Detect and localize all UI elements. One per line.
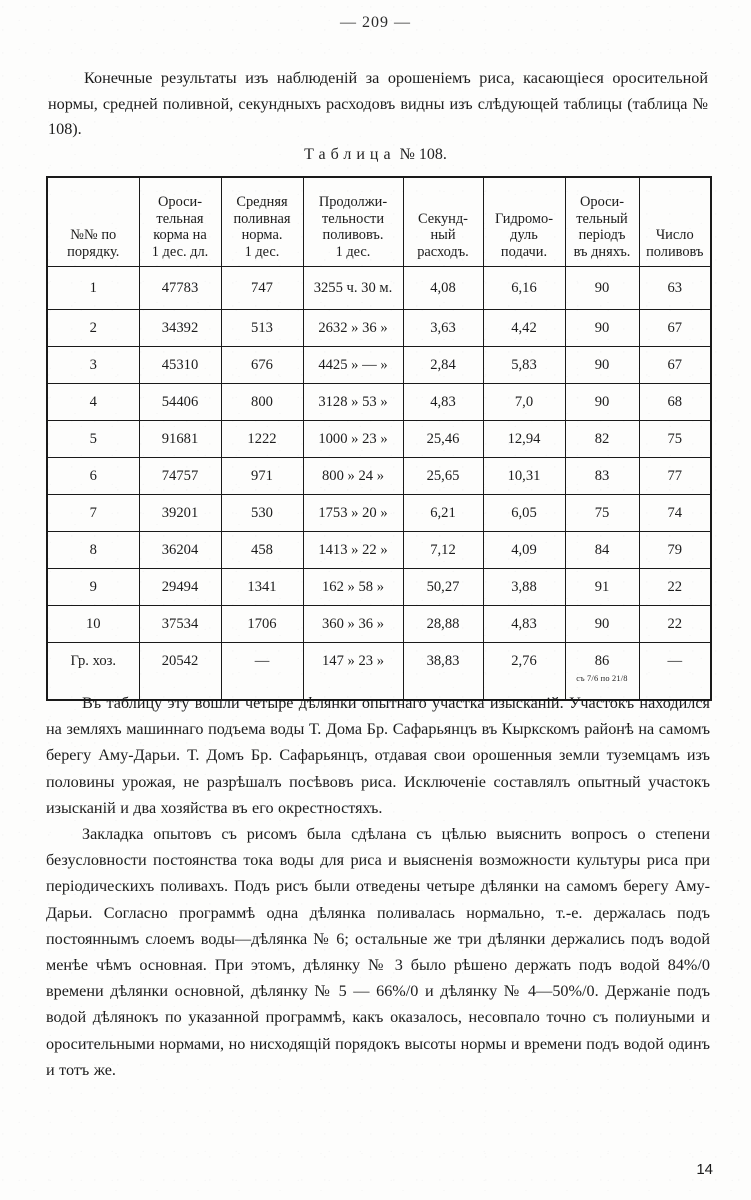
cell-irrigation-period: 90: [565, 384, 639, 421]
cell-hydromodule: 6,05: [483, 495, 565, 532]
paragraph-3: Закладка опытовъ съ рисомъ была сдѣлана съ цѣлью выяснить вопросъ о степени безусловности постоянства тока воды для риса и выясненія возможности культуры риса при періодическихъ поливахъ. Подъ рисъ были отведены четыре дѣлянки на самомъ берегу Аму-Дарьи. Согласно программѣ одна дѣлянка поливалась нормально, т.-е. держалась подъ постояннымъ слоемъ воды—дѣлянка № 6; остальные же три дѣлянки держались подъ водой менѣе чѣмъ основная. При этомъ, дѣлянку № 3 было рѣшено держать подъ водой 84%/0 времени дѣлянки основной, дѣлянку № 5 — 66%/0 и дѣлянку № 4—50%/0. Держаніе подъ водой дѣлянокъ по указанной программѣ, какъ оказалось, несовпало точно съ полиуными и оросительными нормами, но нисходящій порядокъ высоты нормы и времени подъ водой одинъ и тотъ же.: [46, 825, 710, 1079]
cell-second-discharge: 2,84: [403, 347, 483, 384]
cell-second-discharge: 4,08: [403, 267, 483, 310]
cell-hydromodule: 2,76: [483, 643, 565, 701]
cell-watering-count: —: [639, 643, 711, 701]
header-line: тельности: [321, 210, 385, 227]
cell-watering-count: 67: [639, 310, 711, 347]
cell-irrigation-period: 90: [565, 267, 639, 310]
cell-average-norm: 513: [221, 310, 303, 347]
header-line: 1 дес.: [244, 243, 280, 260]
cell-irrigation-norm: 91681: [139, 421, 221, 458]
cell-watering-count: 67: [639, 347, 711, 384]
cell-average-norm: 1222: [221, 421, 303, 458]
cell-hydromodule: 7,0: [483, 384, 565, 421]
cell-hydromodule: 6,16: [483, 267, 565, 310]
header-line: №№ по: [70, 227, 117, 243]
table-row: [47, 421, 711, 458]
cell-second-discharge: 3,63: [403, 310, 483, 347]
cell-second-discharge: 25,46: [403, 421, 483, 458]
col-header-second-discharge: [403, 177, 483, 267]
cell-average-norm: 676: [221, 347, 303, 384]
cell-irrigation-period: 84: [565, 532, 639, 569]
cell-irrigation-period: 90: [565, 606, 639, 643]
cell-average-norm: 458: [221, 532, 303, 569]
cell-watering-count: 68: [639, 384, 711, 421]
cell-irrigation-period: 83: [565, 458, 639, 495]
col-header-order: [47, 177, 139, 267]
cell-second-discharge: 25,65: [403, 458, 483, 495]
cell-irrigation-norm: 39201: [139, 495, 221, 532]
col-header-average-watering-norm: [221, 177, 303, 267]
header-line: Гидромо-: [494, 210, 553, 227]
cell-hydromodule: 12,94: [483, 421, 565, 458]
cell-average-norm: 971: [221, 458, 303, 495]
cell-duration: 162 » 58 »: [303, 569, 403, 606]
cell-watering-count: 74: [639, 495, 711, 532]
header-line: 1 дес. дл.: [151, 243, 209, 260]
header-line: Число: [655, 227, 694, 243]
cell-duration: 1753 » 20 »: [303, 495, 403, 532]
cell-second-discharge: 6,21: [403, 495, 483, 532]
header-line: Продолжи-: [318, 194, 388, 210]
signature-mark: 14: [696, 1161, 713, 1178]
table-row: [47, 532, 711, 569]
cell-irrigation-norm: 45310: [139, 347, 221, 384]
cell-irrigation-norm: 74757: [139, 458, 221, 495]
cell-order: 8: [47, 532, 139, 569]
header-line: дуль: [510, 227, 538, 243]
cell-hydromodule: 3,88: [483, 569, 565, 606]
col-header-watering-duration: [303, 177, 403, 267]
intro-paragraph: Конечные результаты изъ наблюденій за орошеніемъ риса, касающіеся оросительной нормы, средней поливной, секундныхъ расходовъ видны изъ слѣдующей таблицы (таблица № 108).: [48, 69, 708, 138]
cell-watering-count: 75: [639, 421, 711, 458]
header-line: Ороси-: [157, 194, 203, 210]
cell-second-discharge: 50,27: [403, 569, 483, 606]
cell-watering-count: 22: [639, 569, 711, 606]
table-row: [47, 458, 711, 495]
table-row: [47, 384, 711, 421]
cell-order: 4: [47, 384, 139, 421]
cell-order: Гр. хоз.: [47, 643, 139, 701]
cell-average-norm: —: [221, 643, 303, 701]
cell-hydromodule: 4,83: [483, 606, 565, 643]
table-caption-word: Таблица: [304, 146, 396, 163]
header-line: Ороси-: [579, 194, 625, 210]
cell-duration: 4425 » — »: [303, 347, 403, 384]
table-row: [47, 569, 711, 606]
cell-watering-count: 63: [639, 267, 711, 310]
body-text-block: [46, 690, 710, 1083]
table-body: [47, 267, 711, 701]
cell-duration: 800 » 24 »: [303, 458, 403, 495]
table-row: [47, 267, 711, 310]
col-header-irrigation-norm: [139, 177, 221, 267]
table-row: [47, 310, 711, 347]
cell-duration: 1413 » 22 »: [303, 532, 403, 569]
cell-irrigation-norm: 20542: [139, 643, 221, 701]
col-header-irrigation-period: [565, 177, 639, 267]
cell-duration: 1000 » 23 »: [303, 421, 403, 458]
header-line: Средняя: [236, 194, 288, 210]
cell-second-discharge: 4,83: [403, 384, 483, 421]
header-line: корма на: [153, 227, 207, 243]
header-line: ный: [430, 227, 456, 243]
cell-hydromodule: 4,09: [483, 532, 565, 569]
irrigation-period-note: съ 7/6 по 21/8: [576, 674, 628, 683]
cell-irrigation-norm: 54406: [139, 384, 221, 421]
cell-order: 9: [47, 569, 139, 606]
header-line: норма.: [241, 227, 283, 243]
table-108-container: [46, 176, 710, 701]
header-line: поливная: [233, 210, 291, 227]
table-row: [47, 606, 711, 643]
header-line: подачи.: [500, 243, 548, 260]
header-line: поливовъ: [646, 243, 704, 260]
header-line: тельный: [576, 210, 628, 227]
cell-duration: 147 » 23 »: [303, 643, 403, 701]
cell-average-norm: 747: [221, 267, 303, 310]
cell-duration: 3255 ч. 30 м.: [303, 267, 403, 310]
cell-order: 3: [47, 347, 139, 384]
cell-order: 6: [47, 458, 139, 495]
cell-order: 7: [47, 495, 139, 532]
header-line: поливовъ.: [322, 227, 384, 243]
paragraph-2: Въ таблицу эту вошли четыре дѣлянки опытнаго участка изысканій. Участокъ находился на земляхъ машиннаго подъема воды Т. Дома Бр. Сафарьянцъ въ Кыркскомъ районѣ на самомъ берегу Аму-Дарьи. Т. Домъ Бр. Сафарьянцъ, отдавая свои орошенныя земли туземцамъ изъ половины урожая, не разрѣшалъ посѣвовъ риса. Исключеніе составлялъ опытный участокъ изысканій и два хозяйства въ его окрестностяхъ.: [46, 694, 710, 817]
header-line: 1 дес.: [335, 243, 371, 260]
header-line: порядку.: [67, 243, 120, 260]
irrigation-results-table: [46, 176, 712, 701]
cell-second-discharge: 28,88: [403, 606, 483, 643]
header-line: періодъ: [578, 227, 626, 243]
cell-duration: 2632 » 36 »: [303, 310, 403, 347]
cell-second-discharge: 7,12: [403, 532, 483, 569]
table-caption-number: № 108.: [399, 146, 447, 163]
cell-irrigation-period: 90: [565, 347, 639, 384]
cell-irrigation-norm: 47783: [139, 267, 221, 310]
header-line: въ дняхъ.: [573, 243, 631, 260]
cell-hydromodule: 10,31: [483, 458, 565, 495]
header-line: тельная: [156, 210, 204, 227]
cell-duration: 3128 » 53 »: [303, 384, 403, 421]
cell-irrigation-period: 86 съ 7/6 по 21/8: [565, 643, 639, 701]
cell-second-discharge: 38,83: [403, 643, 483, 701]
header-line: Секунд-: [418, 210, 468, 227]
cell-watering-count: 77: [639, 458, 711, 495]
cell-irrigation-norm: 37534: [139, 606, 221, 643]
cell-order: 5: [47, 421, 139, 458]
cell-order: 2: [47, 310, 139, 347]
running-head-page-number: — 209 —: [340, 14, 411, 31]
cell-average-norm: 800: [221, 384, 303, 421]
cell-hydromodule: 4,42: [483, 310, 565, 347]
cell-watering-count: 22: [639, 606, 711, 643]
header-line: расходъ.: [417, 243, 469, 260]
cell-average-norm: 530: [221, 495, 303, 532]
cell-hydromodule: 5,83: [483, 347, 565, 384]
cell-irrigation-period: 90: [565, 310, 639, 347]
cell-irrigation-period: 91: [565, 569, 639, 606]
cell-average-norm: 1706: [221, 606, 303, 643]
col-header-hydromodule: [483, 177, 565, 267]
cell-duration: 360 » 36 »: [303, 606, 403, 643]
table-header-row: [47, 177, 711, 267]
table-row: [47, 495, 711, 532]
table-caption: [0, 146, 751, 164]
cell-irrigation-norm: 29494: [139, 569, 221, 606]
cell-irrigation-norm: 34392: [139, 310, 221, 347]
cell-irrigation-period: 75: [565, 495, 639, 532]
table-row: [47, 347, 711, 384]
col-header-watering-count: [639, 177, 711, 267]
cell-average-norm: 1341: [221, 569, 303, 606]
cell-watering-count: 79: [639, 532, 711, 569]
cell-order: 1: [47, 267, 139, 310]
cell-order: 10: [47, 606, 139, 643]
cell-irrigation-norm: 36204: [139, 532, 221, 569]
cell-irrigation-period: 82: [565, 421, 639, 458]
